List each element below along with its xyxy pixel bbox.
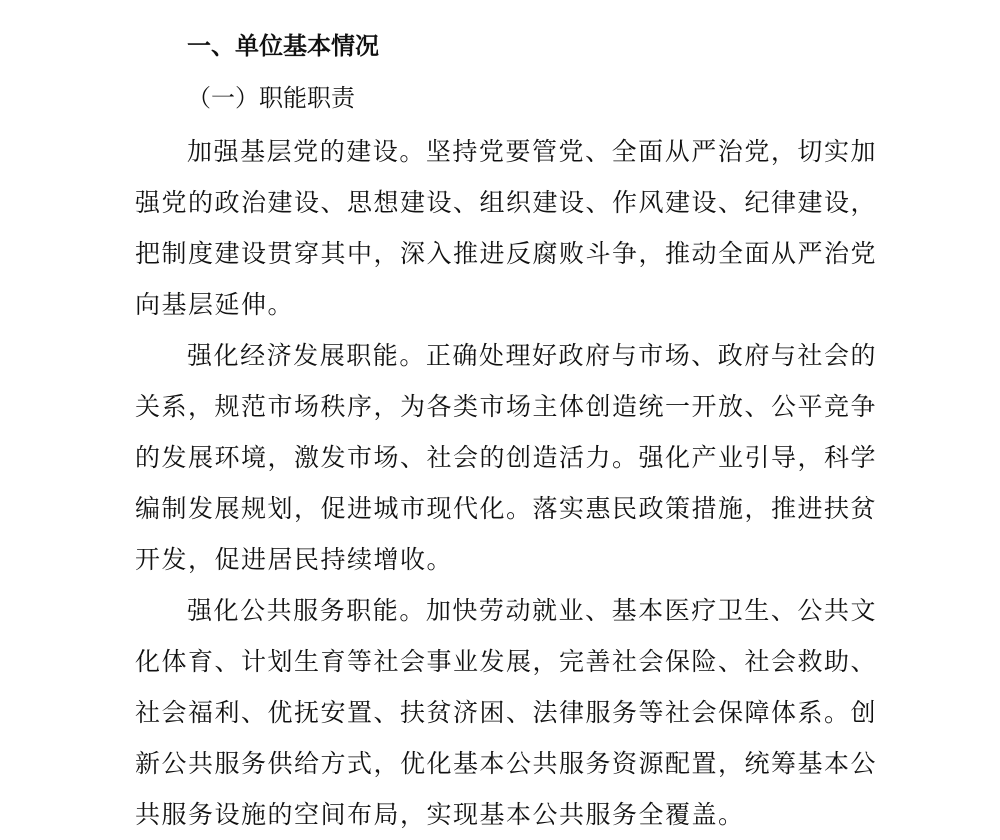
paragraph-public-service: 强化公共服务职能。加快劳动就业、基本医疗卫生、公共文化体育、计划生育等社会事业发展，完善社会保险、社会救助、社会福利、优抚安置、扶贫济困、法律服务等社会保障体系。创新公共服务供给方式，优化基本公共服务资源配置，统筹基本公共服务设施的空间布局，实现基本公共服务全覆盖。 — [135, 596, 878, 829]
sub-heading: （一）职能职责 — [187, 84, 355, 112]
paragraph-party-building: 加强基层党的建设。坚持党要管党、全面从严治党，切实加强党的政治建设、思想建设、组织建设、作风建设、纪律建设，把制度建设贯穿其中，深入推进反腐败斗争，推动全面从严治党向基层延伸。 — [135, 137, 878, 319]
paragraph-economic-development: 强化经济发展职能。正确处理好政府与市场、政府与社会的关系，规范市场秩序，为各类市场主体创造统一开放、公平竞争的发展环境，激发市场、社会的创造活力。强化产业引导，科学编制发展规划，促进城市现代化。落实惠民政策措施，推进扶贫开发，促进居民持续增收。 — [135, 341, 878, 574]
document-page — [135, 26, 877, 840]
section-heading: 一、单位基本情况 — [187, 32, 379, 60]
